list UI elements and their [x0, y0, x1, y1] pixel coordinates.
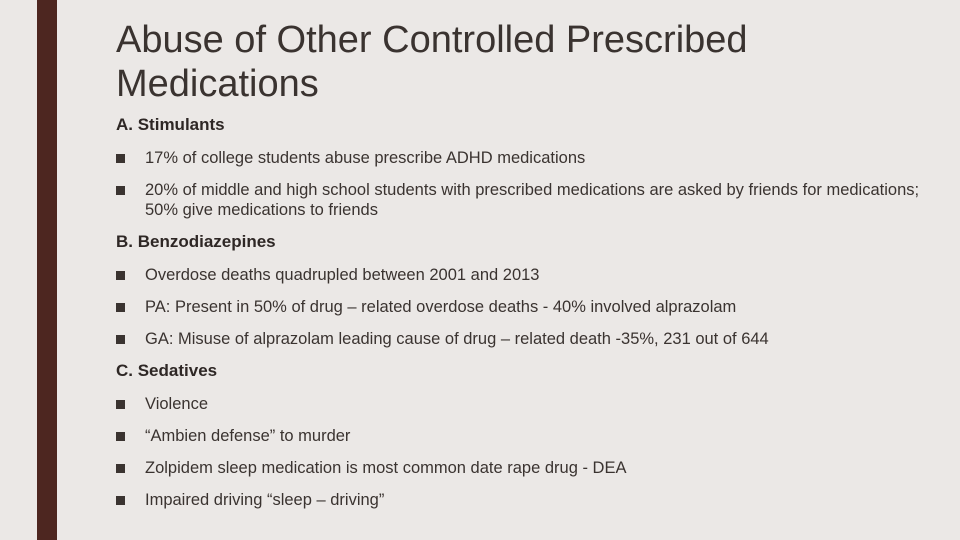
square-bullet-icon: [116, 400, 125, 409]
list-item-text: 20% of middle and high school students with prescribed medications are asked by friends for medications; 50% give medications to friends: [145, 181, 920, 219]
square-bullet-icon: [116, 464, 125, 473]
list-item: [116, 490, 946, 510]
square-bullet-icon: [116, 432, 125, 441]
section-heading-benzodiazepines: B. Benzodiazepines: [116, 232, 276, 251]
sedatives-list: [116, 394, 946, 510]
list-item: [116, 394, 946, 414]
square-bullet-icon: [116, 335, 125, 344]
list-item-text: 17% of college students abuse prescribe ADHD medications: [145, 149, 586, 167]
square-bullet-icon: [116, 186, 125, 195]
list-item: [116, 329, 946, 349]
list-item: [116, 458, 946, 478]
square-bullet-icon: [116, 303, 125, 312]
list-item: [116, 297, 946, 317]
accent-bar: [37, 0, 57, 540]
square-bullet-icon: [116, 271, 125, 280]
list-item: [116, 426, 946, 446]
slide-content: [116, 110, 946, 510]
list-item-text: Impaired driving “sleep – driving”: [145, 491, 385, 509]
section-heading-stimulants: A. Stimulants: [116, 115, 225, 134]
list-item-text: “Ambien defense” to murder: [145, 427, 351, 445]
list-item-text: Zolpidem sleep medication is most common date rape drug - DEA: [145, 459, 627, 477]
stimulants-list: [116, 148, 946, 220]
square-bullet-icon: [116, 154, 125, 163]
list-item: [116, 180, 946, 220]
slide-title: Abuse of Other Controlled Prescribed Medications: [116, 19, 748, 105]
benzodiazepines-list: [116, 265, 946, 349]
list-item: [116, 148, 946, 168]
list-item-text: Overdose deaths quadrupled between 2001 and 2013: [145, 266, 540, 284]
list-item-text: PA: Present in 50% of drug – related overdose deaths - 40% involved alprazolam: [145, 298, 737, 316]
list-item-text: GA: Misuse of alprazolam leading cause of drug – related death -35%, 231 out of 644: [145, 330, 769, 348]
section-heading-sedatives: C. Sedatives: [116, 361, 218, 380]
square-bullet-icon: [116, 496, 125, 505]
list-item-text: Violence: [145, 395, 208, 413]
list-item: [116, 265, 946, 285]
